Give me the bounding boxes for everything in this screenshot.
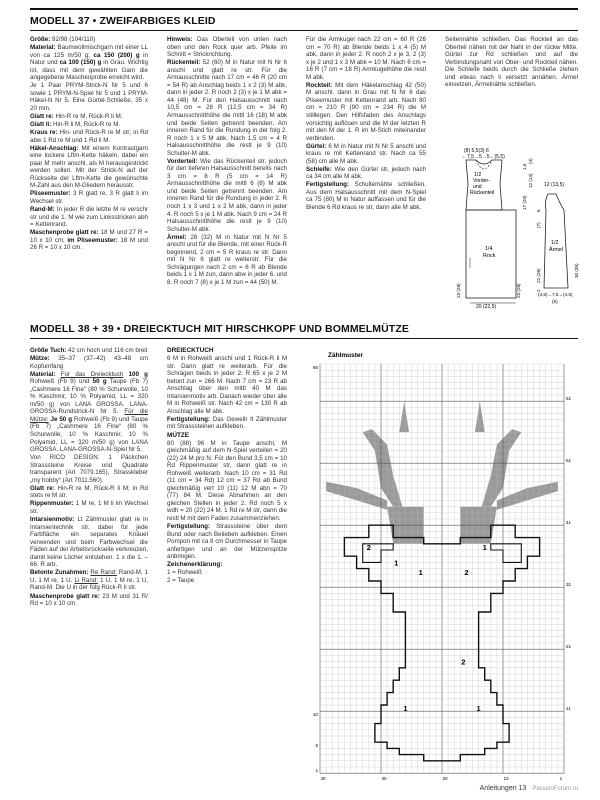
label-sleeve-cap: (7)	[536, 222, 541, 228]
model37-col-1	[30, 36, 148, 310]
page-footer-text: Anleitungen 13	[479, 785, 527, 792]
paragraph: Material: Baumwollmischgarn mit einer LL von ca 125 m/50 g: ca 150 (200) g in Natur und ca 100 (150) g in Grau. Wichtig ist, dass mit dem gewählten Garn die angegebene Maschenprobe erreicht wird.	[30, 44, 148, 82]
paragraph: Fertigstellung: Das Geweih lt Zählmuster mit Strasssteinen aufkleben.	[167, 415, 287, 431]
col-label: 10	[503, 776, 509, 782]
paragraph: Seitennähte schließen. Das Rockteil an das Oberteil nähen mit der Naht in der rückw Mitte. Gürtel zur Rd schließen und auf die Verbindungsnaht von Ober- und Rockteil nähen. Die Schleife beids durch die Schließe ziehen und etwas nach li versetzt annähen. Ärmel einsetzen, Ärmelnähte schließen.	[445, 36, 578, 89]
paragraph: DREIECKTUCH	[167, 347, 214, 354]
color-number-label: 1	[482, 543, 487, 552]
antler-shape	[475, 401, 485, 432]
label-sleeve-height: 30 (35)	[574, 263, 579, 278]
label-bodice-height-3: 1,5	[522, 163, 527, 170]
paragraph: Betonte Zunahmen: Re Rand: Rand-M, 1 U, 1 M re, 1 U. Li Rand: 1 U, 1 M re, 1 U, Rand-M. Die U in der folg Rück-R li str.	[30, 569, 148, 592]
section-heading-model-38-39	[30, 323, 578, 335]
row-label: 11	[566, 705, 571, 711]
ear-right	[491, 544, 522, 563]
paragraph: Maschenprobe glatt re: 23 M und 31 R/ Rd = 10 x 10 cm.	[30, 592, 148, 608]
color-number-label: 1	[403, 704, 408, 714]
label-sleeve-cap-2: 6	[536, 209, 541, 212]
paragraph: Kraus re: Hin- und Rück-R re M str; in Rd abw 1 Rd re M und 1 Rd li M.	[30, 129, 148, 144]
watermark: PassionForum.ru	[532, 786, 578, 792]
row-label: 21	[566, 643, 572, 649]
row-label: 5	[315, 743, 318, 749]
paragraph: 6 M in Rohweiß anschl und 1 Rück-R li M str. Dann glatt re weiterarb. Für die Schrägen beids in jeder 2. R 65 x je 2 M betont zun = 266 M. Nach 7 cm = 23 R ab Anschlag über den mittl 40 M das Intarsienmotiv arb. Danach wieder über alle M in Rohweiß str. Nach 42 cm = 130 R ab Anschlag alle M abk.	[167, 355, 287, 415]
row-label: 66	[312, 364, 318, 370]
row-label: 41	[566, 519, 572, 525]
paragraph: Ärmel: 28 (32) M in Natur mit N Nr 5 anschl und für die Blende, mit einer Rück-R beginnend, 2 cm = 5 R kraus re str. Dann mit N Nr 6 glatt re weiterstr. Für die Schrägungen nach 2 cm = 6 R ab Blende beids 1 x 1 M zun, dann abw in jeder 6. und 8. R noch 7 (8) x je 1 M zun = 44 (50) M.	[167, 233, 287, 286]
color-number-label: 2	[464, 567, 469, 577]
label-sleeve-side: 22 (26)	[536, 268, 541, 283]
paragraph: Größe Tuch: 42 cm hoch und 116 cm breit	[30, 347, 148, 354]
paragraph: Glatt re: Hin-R re M, Rück-R li M.	[30, 112, 123, 120]
label-sleeve-blende: 2	[536, 289, 541, 292]
paragraph: 80 (88) 96 M in Taupe anschl, M gleichmäßig auf dem N-Spiel verteilen = 20 (22) 24 M pro N. Für den Bund 3,5 cm = 10 Rd Rippenmuster str, dann glatt re in Rohweiß weiterarb. Nach 10 cm = 31 Rd (11 cm = 34 Rd) 12 cm = 37 Rd ab Bund gleichmäßig vert 10 (11) 12 M abn = 70 (77) 84 M. Diese Abnahmen an den gleichen Stellen in jeder 2. Rd noch 5 x wdh = 20 (22) 24 M. 1 Rd re M str, dann die restl M mit dem Faden zusammenziehen.	[167, 439, 287, 523]
color-number-label: 2	[366, 543, 371, 552]
paragraph: Rockteil: Mit dem Häkelanschlag 42 (50) M anschl, dann in Grau mit N Nr 6 das Pliseemuster mit Kettenrand arb. Nach 80 cm = 210 R (90 cm = 234 R) die M stilllegen. Den Hilfsfaden des Anschlags vorsichtig auflösen und die M der letzten R mit den M der 1. R im M-Stich miteinander verbinden.	[306, 81, 426, 142]
color-number-label: 2	[461, 657, 466, 667]
row-label: 1	[315, 767, 318, 773]
heading-text: MODELL 38 + 39 • DREIECKTUCH MIT HIRSCHKOPF UND BOMMELMÜTZE	[30, 323, 409, 335]
paragraph: Glatt li: Hin-R li M, Rück-R re M.	[30, 121, 121, 129]
label-front: 1/2 Vorder- und Rückenteil	[470, 172, 495, 196]
paragraph: Rand-M: In jeder R die letzte M re verschr str und die 1. M wie zum Linksstricken abh = Kettenrand.	[30, 206, 148, 229]
antler-shape	[399, 401, 409, 432]
model37-col-2	[167, 36, 287, 310]
paragraph: Mütze: 35–37 (37–42) 43–48 cm Kopfumfang	[30, 355, 148, 370]
paragraph: Pliseemuster: 3 R glatt re, 3 R glatt li im Wechsel str.	[30, 190, 148, 205]
col-label: 40	[320, 776, 326, 782]
label-neck-top: (8) 5,5(3) 6	[464, 148, 489, 154]
paragraph: Häkel-Anschlag: Mit einem Kontrastgarn eine lockere Lftm-Kette häkeln, dabei ein paar M mehr anschl, als M herausgestrickt werden sollen. Mit der Strick-N auf der Rückseite der Lftm-Kette die gewünschte M-Zahl aus den M-Gliedern herausstr.	[30, 144, 148, 190]
paragraph: Für die Armkugel nach 22 cm = 60 R (26 cm = 70 R) ab Blende beids 1 x 4 (5) M abk, dann in jeder 2. R noch 2 x je 3, 2 (3) x je 2 und 1 x 3 M abk = 10 M. Nach 6 cm = 16 R (7 cm = 18 R) Armkugelhöhe die restl M abk.	[306, 36, 426, 81]
color-number-label: 1	[476, 704, 481, 714]
paragraph: Glatt re: Hin-R re M, Rück-R li M; in Rd stets re M str.	[30, 484, 148, 500]
paragraph: Fertigstellung: Schultemähte schließen. Aus dem Halsausschnitt mit dem N-Spiel ca 75 (80) M in Natur auffassen und für die Blende 6 Rd kraus re str, dann alle M abk.	[306, 181, 426, 212]
row-label: 61	[566, 395, 572, 401]
paragraph: Größe: 92/98 (104/110)	[30, 36, 96, 43]
model3839-col-2	[167, 347, 287, 787]
paragraph: Intarsienmotiv: Lt Zählmuster glatt re in Intarsientechnik str, dabei für jede Farbfläche ein separates Knäuel verwenden und beim Farbwechsel die Fäden auf der Arbeitsrückseite verkreuzen, damit keine Löcher entstehen. 1 x die 1. – 66. R arb.	[30, 516, 148, 569]
label-waist-width: 23 (28)	[516, 283, 521, 298]
paragraph: Von RICO DESIGN: 1 Päckchen Strasssteine Kreise und Quadrate transparent (Art 7079.165), Strasskleber „my hobby“ (Art 7011.560).	[30, 454, 148, 484]
top-rule	[30, 8, 578, 10]
row-label: 31	[566, 581, 572, 587]
paragraph: Rückenteil: 52 (60) M in Natur mit N Nr 6 anschl und glatt re str. Für die Armausschnitte nach 17 cm = 46 R (20 cm = 54 R) ab Anschlag beids 1 x 2 (3) M abk, dann in jeder 2. R noch 2 (3) x je 1 M abk = 44 (48) M. Für den Halsausschnitt nach 10,5 cm = 28 R (12,5 cm = 34 R) Armausschnitthöhe die mittl 16 (18) M abk und beide Seiten getrennt beenden. Am inneren Rand für die Rundung in der folg 2. R noch 1 x 5 M abk. Nach 1,5 cm = 4 R Halsausschnitthöhe die restl je 9 (10) Schulter-M abk.	[167, 59, 287, 157]
paragraph: 2 = Taupe	[167, 577, 195, 585]
paragraph: Hinweis: Das Oberteil von unten nach oben und den Rock quer arb. Pfeile im Schnitt = Strickrichtung.	[167, 36, 287, 59]
dress-schematic	[440, 148, 585, 313]
label-bodice-height-4: (4)	[528, 158, 533, 164]
row-label: 51	[566, 457, 572, 463]
section-heading-model-37	[30, 15, 578, 27]
label-skirt-height: 23 (28)	[456, 283, 461, 298]
footer	[480, 785, 578, 792]
heading-text: MODELL 37 • ZWEIFARBIGES KLEID	[30, 15, 216, 27]
model37-col-4	[445, 36, 578, 116]
paragraph: Je 1 Paar PRYM-Strick-N Nr 5 und 6 sowie 1 PRYM-N-Spiel Nr 5 und 1 PRYM-Häkel-N Nr 5. Eine Gürtel-Schließe, 35 x 20 mm.	[30, 82, 148, 112]
paragraph: Maschenprobe glatt re: 18 M und 27 R = 10 x 10 cm; im Pliseemuster: 18 M und 26 R = 10 x 10 cm.	[30, 229, 148, 252]
paragraph: Zeichenerklärung:	[167, 561, 223, 569]
paragraph: Gürtel: 6 M in Natur mit N Nr 5 anschl und kraus re mit Kettenrand str. Nach ca 55 (58) cm alle M abk.	[306, 142, 426, 165]
label-skirt: 1/4 Rock	[483, 246, 496, 259]
paragraph: Material: Für das Dreiecktuch 100 g Rohweiß (Fb 9) und 50 g Taupe (Fb 7) „Cashmere 16 Fine“ (80 % Schurwolle, 10 % Kaschmir, 10 % Polyamid, LL = 320 m/50 g) von LANA GROSSA. LANA-GROSSA-Rundstrick-N Nr 5. Für die Mütze: Je 50 g Rohweiß (Fb 9) und Taupe (Fb 7) „Cashmere 16 Fine“ (80 % Schurwolle, 10 % Kaschmir, 10 % Polyamid, LL = 320 m/50 g) von LANA GROSSA. LANA-GROSSA-N-Spiel Nr 5.	[30, 370, 148, 454]
model3839-col-1	[30, 347, 148, 787]
paragraph: Vorderteil: Wie das Rückenteil str, jedoch für den tieferen Halsausschnitt bereits nach 3 cm = 8 R (5 cm = 14 R) Armausschnitthöhe die mittl 6 (8) M abk und beide Seiten getrennt beenden. Am inneren Rand für die Rundung in jeder 2. R noch 1 x 3 und 1 x 2 M abk, dann in jeder 4. R noch 5 x je 1 M abk. Nach 9 cm = 24 R Halsausschnitthöhe die restl je 9 (10) Schulter-M abk.	[167, 157, 287, 233]
zaehlmuster-chart	[302, 340, 587, 785]
label-sleeve-cuff: (4,5)←7.5→(4,5)	[538, 292, 573, 297]
col-label: 20	[442, 776, 448, 782]
color-number-label: 1	[418, 567, 423, 577]
col-label: 30	[381, 776, 387, 782]
paragraph: Schleife: Wie den Gürtel str, jedoch nach ca 34 cm alle M abk.	[306, 165, 426, 181]
model37-col-3	[306, 36, 426, 310]
row-label: 10	[312, 712, 318, 718]
label-shoulder: ←7,5→5→5←(5,5)	[462, 154, 505, 160]
paragraph: MÜTZE	[167, 431, 190, 439]
paragraph: Fertigstellung: Strasssteine über dem Bund oder nach Belieben aufkleben. Einen Pompon mit ca 8 cm Durchmesser in Taupe anfertigen und an der Mützenspitze anbringen.	[167, 523, 287, 561]
chart-title: Zählmuster	[328, 352, 364, 359]
paragraph: Rippenmuster: 1 M re, 1 M li im Wechsel str.	[30, 500, 148, 515]
label-bodice-height-2: 12 (14)	[528, 173, 533, 188]
label-sleeve-top: 12 (13,5)	[544, 182, 565, 188]
label-sleeve: 1/2 Ärmel	[549, 240, 564, 253]
label-bodice-height-1: 17 (20)	[522, 195, 527, 210]
col-label: 1	[559, 776, 563, 782]
paragraph: 1 = Rohweiß	[167, 569, 202, 577]
color-number-label: 1	[394, 558, 399, 568]
label-sleeve-cuff-2: (9)	[552, 299, 558, 304]
label-skirt-width: 20 (22,5)	[476, 304, 497, 310]
